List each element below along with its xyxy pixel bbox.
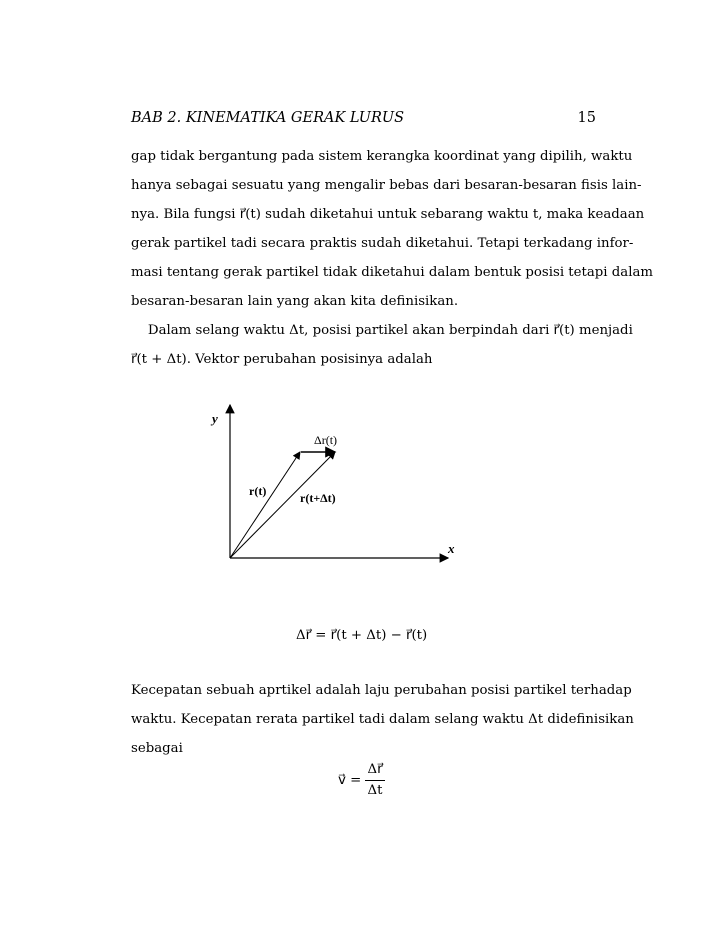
text-line: Dalam selang waktu Δt, posisi partikel akan berpindah dari r⃗(t) menjadi [131, 323, 633, 338]
average-velocity-equation [338, 760, 385, 801]
fraction [365, 760, 384, 801]
text-line: r⃗(t + Δt). Vektor perubahan posisinya adalah [131, 352, 433, 367]
text-line: sebagai [131, 741, 183, 756]
page-header [131, 110, 596, 126]
text-line: nya. Bila fungsi r⃗(t) sudah diketahui untuk sebarang waktu t, maka keadaan [131, 207, 645, 222]
y-axis-label: y [212, 411, 218, 426]
paragraph-2 [131, 316, 633, 374]
vector-r-t-dt [230, 452, 335, 558]
position-vector-figure [200, 395, 470, 570]
paragraph-3 [131, 676, 634, 763]
text-line: hanya sebagai sesuatu yang mengalir bebas dari besaran-besaran fisis lain- [131, 178, 642, 193]
label-delta-r: Δr(t) [314, 433, 338, 447]
vector-r-t [230, 452, 300, 558]
label-r-t-dt: r(t+Δt) [300, 491, 336, 505]
fraction-denominator: Δt [367, 783, 383, 798]
text-line: Kecepatan sebuah aprtikel adalah laju perubahan posisi partikel terhadap [131, 683, 632, 698]
text-line: gerak partikel tadi secara praktis sudah diketahui. Tetapi terkadang infor- [131, 236, 634, 251]
chapter-title: BAB 2. KINEMATIKA GERAK LURUS [131, 110, 405, 126]
x-axis-label: x [448, 541, 455, 556]
fraction-numerator: Δr⃗ [365, 760, 384, 781]
text-line: waktu. Kecepatan rerata partikel tadi dalam selang waktu Δt didefinisikan [131, 712, 634, 727]
page-number: 15 [577, 110, 596, 126]
label-r-t: r(t) [249, 484, 267, 498]
text-line: masi tentang gerak partikel tidak diketahui dalam bentuk posisi tetapi dalam [131, 265, 654, 280]
displacement-equation: Δr⃗ = r⃗(t + Δt) − r⃗(t) [296, 628, 428, 643]
text-line: gap tidak bergantung pada sistem kerangka koordinat yang dipilih, waktu [131, 149, 633, 164]
text-line: besaran-besaran lain yang akan kita definisikan. [131, 294, 459, 309]
equation-lhs: v⃗ = [338, 773, 362, 788]
paragraph-1 [131, 142, 654, 316]
